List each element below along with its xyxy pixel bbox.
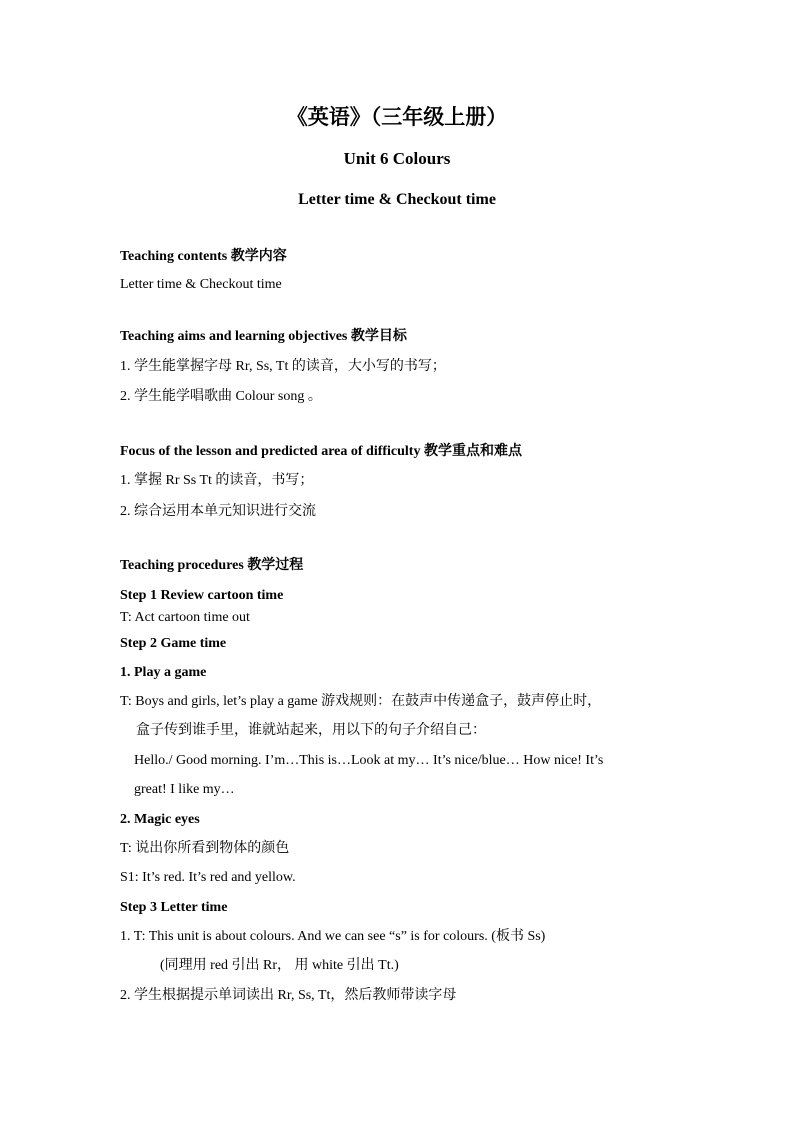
contents-heading: Teaching contents 教学内容 xyxy=(120,249,287,264)
aims-heading: Teaching aims and learning objectives 教学目标 xyxy=(120,329,407,344)
magic-eyes-line-2: S1: It’s red. It’s red and yellow. xyxy=(120,870,296,885)
lesson-title: Letter time & Checkout time xyxy=(298,191,496,208)
step1-title: Step 1 Review cartoon time xyxy=(120,588,284,603)
contents-text: Letter time & Checkout time xyxy=(120,277,282,292)
book-title: 《英语》（三年级上册） xyxy=(286,105,508,129)
step3-title: Step 3 Letter time xyxy=(120,900,228,915)
play-game-line-3: Hello./ Good morning. I’m…This is…Look at my… It’s nice/blue… How nice! It’s xyxy=(134,753,604,768)
aims-item-2: 2. 学生能学唱歌曲 Colour song 。 xyxy=(120,389,322,404)
letter-line-2: (同理用 red 引出 Rr， 用 white 引出 Tt.) xyxy=(160,958,399,973)
aims-item-1: 1. 学生能掌握字母 Rr, Ss, Tt 的读音，大小写的书写； xyxy=(120,359,446,374)
step2-title: Step 2 Game time xyxy=(120,636,227,651)
focus-item-2: 2. 综合运用本单元知识进行交流 xyxy=(120,504,316,519)
magic-eyes-title: 2. Magic eyes xyxy=(120,812,200,827)
focus-heading: Focus of the lesson and predicted area of difficulty 教学重点和难点 xyxy=(120,444,522,459)
step1-text: T: Act cartoon time out xyxy=(120,610,250,625)
letter-line-1: 1. T: This unit is about colours. And we can see “s” is for colours. (板书 Ss) xyxy=(120,929,546,944)
play-game-line-2: 盒子传到谁手里，谁就站起来，用以下的句子介绍自己： xyxy=(136,723,486,738)
focus-item-1: 1. 掌握 Rr Ss Tt 的读音，书写； xyxy=(120,473,314,488)
procedures-heading: Teaching procedures 教学过程 xyxy=(120,558,304,573)
play-game-title: 1. Play a game xyxy=(120,665,207,680)
unit-title: Unit 6 Colours xyxy=(343,149,451,168)
play-game-line-4: great! I like my… xyxy=(134,782,235,797)
magic-eyes-line-1: T: 说出你所看到物体的颜色 xyxy=(120,841,290,856)
play-game-line-1: T: Boys and girls, let’s play a game 游戏规则：在鼓声中传递盒子，鼓声停止时， xyxy=(120,694,602,709)
letter-line-3: 2. 学生根据提示单词读出 Rr, Ss, Tt，然后教师带读字母 xyxy=(120,988,457,1003)
